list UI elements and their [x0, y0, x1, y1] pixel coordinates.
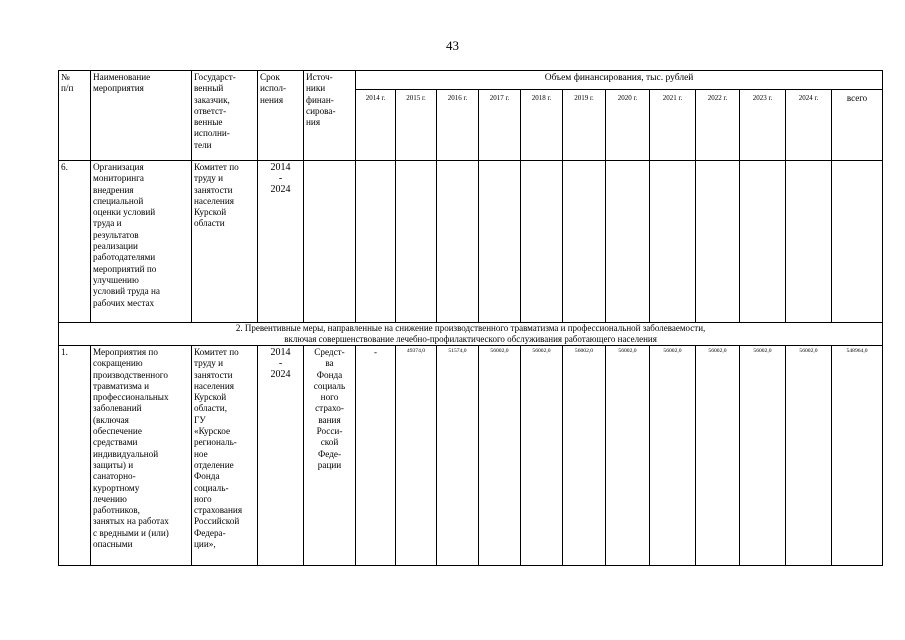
row-value-cell	[606, 161, 650, 323]
row-value-cell	[563, 161, 606, 323]
header-year: 2023 г.	[740, 90, 786, 161]
row-value-2018: 56002,0	[521, 346, 563, 566]
row-value-2021: 56002,0	[650, 346, 696, 566]
row-value-cell	[437, 161, 479, 323]
row-value-cell	[740, 161, 786, 323]
header-row	[59, 71, 883, 90]
header-year: 2016 г.	[437, 90, 479, 161]
row-value-cell	[786, 161, 832, 323]
header-name: Наименование мероприятия	[91, 71, 192, 161]
header-year: 2022 г.	[696, 90, 740, 161]
section-row	[59, 323, 883, 346]
row-value-2022: 56002,0	[696, 346, 740, 566]
row-value-2019: 56002,0	[563, 346, 606, 566]
row-value-cell	[396, 161, 437, 323]
row-customer: Комитет по труду и занятости населения Курской области, ГУ «Курское региональ- ное отделение Фонда социаль- ного страхования Российской Федера- ции»,	[192, 346, 258, 566]
row-value-cell	[696, 161, 740, 323]
row-term: 2014 - 2024	[258, 346, 304, 566]
header-year: 2014 г.	[356, 90, 396, 161]
row-value-cell	[650, 161, 696, 323]
row-value-cell	[479, 161, 521, 323]
header-total: всего	[832, 90, 883, 161]
header-year: 2019 г.	[563, 90, 606, 161]
row-name: Организация мониторинга внедрения специальной оценки условий труда и результатов реализации работодателями мероприятий по улучшению условий труда на рабочих местах	[91, 161, 192, 323]
row-value-2014: -	[356, 346, 396, 566]
row-value-2023: 56002,0	[740, 346, 786, 566]
funding-table	[58, 70, 883, 566]
header-year: 2024 г.	[786, 90, 832, 161]
row-value-2015: 49374,0	[396, 346, 437, 566]
row-num: 6.	[59, 161, 91, 323]
header-year: 2018 г.	[521, 90, 563, 161]
header-customer: Государст- венный заказчик, ответст- венные исполни- тели	[192, 71, 258, 161]
header-funding-title: Объем финансирования, тыс. рублей	[356, 71, 883, 90]
table-row	[59, 161, 883, 323]
header-num: № п/п	[59, 71, 91, 161]
row-value-2017: 56002,0	[479, 346, 521, 566]
header-year: 2021 г.	[650, 90, 696, 161]
row-num: 1.	[59, 346, 91, 566]
row-customer: Комитет по труду и занятости населения Курской области	[192, 161, 258, 323]
header-year: 2015 г.	[396, 90, 437, 161]
header-year: 2017 г.	[479, 90, 521, 161]
row-value-cell	[521, 161, 563, 323]
table-row	[59, 346, 883, 566]
row-value-2024: 56002,0	[786, 346, 832, 566]
row-term: 2014 - 2024	[258, 161, 304, 323]
section-heading	[59, 323, 883, 346]
section-heading-line2: включая совершенствование лечебно-профилактического обслуживания работающего населения	[284, 333, 657, 344]
header-source: Источ- ники финан- сирова- ния	[304, 71, 356, 161]
row-value-total: 548964,0	[832, 346, 883, 566]
page-number: 43	[446, 38, 459, 53]
row-source	[304, 161, 356, 323]
row-value-2020: 56002,0	[606, 346, 650, 566]
row-value-cell	[832, 161, 883, 323]
section-heading-line1: 2. Превентивные меры, направленные на снижение производственного травматизма и профессиональной заболеваемости,	[235, 323, 706, 333]
header-term: Срок испол- нения	[258, 71, 304, 161]
row-source: Средст- ва Фонда социаль ного страхо- вания Росси- ской Феде- рации	[304, 346, 356, 566]
header-year: 2020 г.	[606, 90, 650, 161]
row-value-cell	[356, 161, 396, 323]
row-name: Мероприятия по сокращению производственного травматизма и профессиональных заболеваний (включая обеспечение средствами индивидуальной защиты) и санаторно- курортному лечению работников, занятых на работах с вредными и (или) опасными	[91, 346, 192, 566]
row-value-2016: 51574,0	[437, 346, 479, 566]
